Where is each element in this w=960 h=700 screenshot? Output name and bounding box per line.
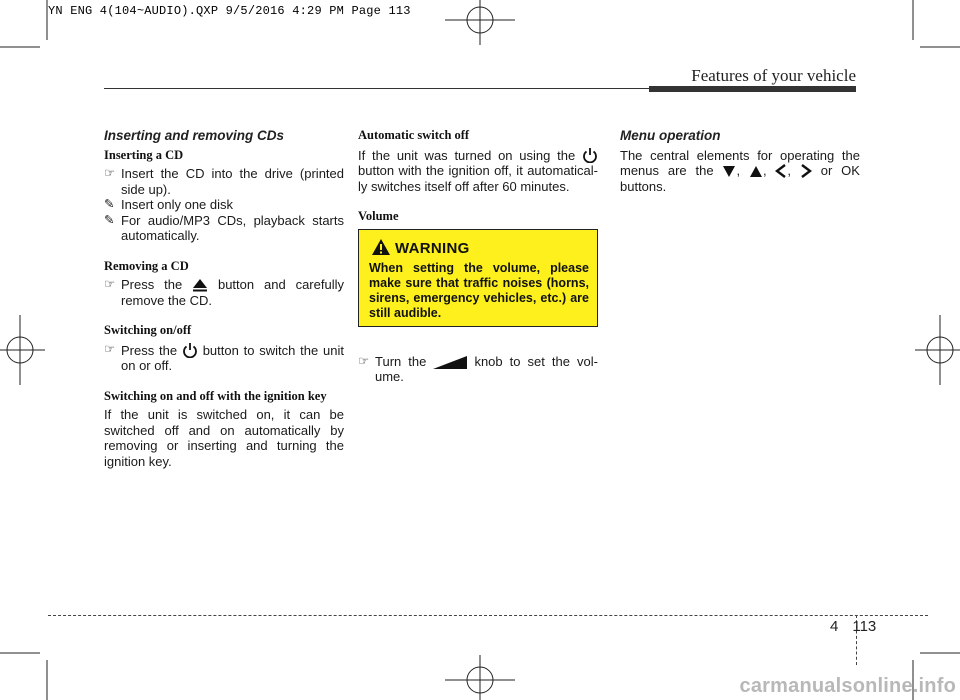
pointer-bullet-icon: ☞ xyxy=(104,341,116,356)
note-bullet-icon: ✎ xyxy=(104,197,115,211)
running-header: Features of your vehicle xyxy=(691,66,856,85)
power-icon xyxy=(182,342,198,358)
chapter-number: 4 xyxy=(830,618,839,635)
list-item: ☞ Insert the CD into the drive (printed side up). xyxy=(104,166,344,197)
list-item: ✎ For audio/MP3 CDs, playback starts automatically. xyxy=(104,212,344,243)
list-item: ☞ Press the button to switch the unit on or off. xyxy=(104,341,344,373)
power-icon xyxy=(582,147,598,163)
note-bullet-icon: ✎ xyxy=(104,212,115,227)
warning-text: When setting the volume, please make sure that traffic noises (horns, sirens, emergency vehicles, etc.) are still audible. xyxy=(369,261,589,320)
pointer-bullet-icon: ☞ xyxy=(358,353,370,368)
print-slug: YN ENG 4(104~AUDIO).QXP 9/5/2016 4:29 PM Page 113 xyxy=(48,4,411,18)
warning-box xyxy=(358,229,598,327)
down-arrow-icon xyxy=(722,165,736,178)
section-title-menu: Menu operation xyxy=(620,128,721,143)
list-item: ☞ Press the button and carefully remove the CD. xyxy=(104,277,344,308)
up-arrow-icon xyxy=(749,165,763,178)
pointer-bullet-icon: ☞ xyxy=(104,277,116,291)
header-bar xyxy=(649,86,856,92)
warning-triangle-icon xyxy=(371,238,391,256)
warning-title: WARNING xyxy=(395,240,470,257)
list-item: ☞ Turn the knob to set the vol-ume. xyxy=(358,353,598,384)
heading-removing: Removing a CD xyxy=(104,258,189,273)
column-1 xyxy=(104,128,344,469)
heading-ignition: Switching on and off with the ignition key xyxy=(104,388,327,403)
page-number-value: 113 xyxy=(852,618,877,635)
heading-inserting: Inserting a CD xyxy=(104,147,184,162)
heading-switching: Switching on/off xyxy=(104,323,192,337)
page-number xyxy=(830,618,876,635)
paragraph-ignition: If the unit is switched on, it can be switched off and on automatically by removing or inserting and turning the ignition key. xyxy=(104,407,344,469)
pointer-bullet-icon: ☞ xyxy=(104,166,116,180)
header-rule xyxy=(104,88,649,89)
volume-wedge-icon xyxy=(433,355,467,369)
left-arrow-icon xyxy=(775,164,787,178)
column-3 xyxy=(620,128,860,194)
section-title-cds: Inserting and removing CDs xyxy=(104,128,285,143)
heading-volume: Volume xyxy=(358,209,399,223)
right-arrow-icon xyxy=(800,164,812,178)
eject-icon xyxy=(192,278,208,292)
list-item: ✎ Insert only one disk xyxy=(104,197,234,212)
heading-auto-switch: Automatic switch off xyxy=(358,128,470,142)
paragraph-auto-switch: If the unit was turned on using the button with the ignition off, it automatical-ly switches itself off after 60 minutes. xyxy=(358,147,598,194)
footer-rule xyxy=(48,615,928,616)
paragraph-menu: The central elements for operating the menus are the , , , or OK buttons. xyxy=(620,147,860,194)
watermark: carmanualsonline.info xyxy=(739,675,956,697)
